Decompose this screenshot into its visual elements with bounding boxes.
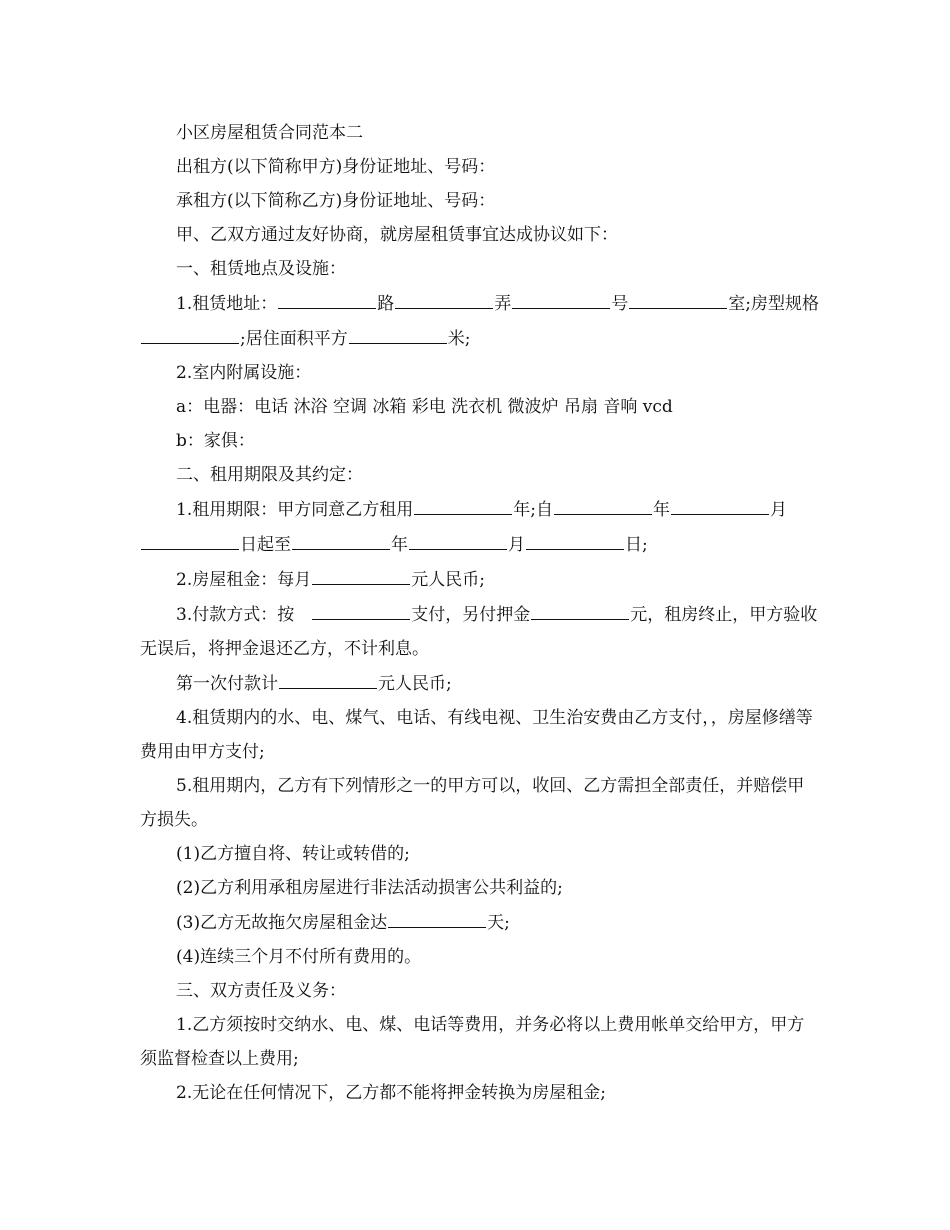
clause-2: (2)乙方利用承租房屋进行非法活动损害公共利益的; — [176, 878, 563, 898]
blank-field — [141, 527, 239, 550]
clause-3 — [140, 905, 820, 940]
month2-text: 月 — [508, 535, 525, 555]
duty-1: 1.乙方须按时交纳水、电、煤、电话等费用，并务必将以上费用帐单交给甲方，甲方须监督检查以上费用; — [140, 1015, 805, 1069]
section2-heading: 二、租用期限及其约定： — [176, 465, 363, 485]
blank-field — [409, 527, 507, 550]
blank-field — [526, 527, 624, 550]
lease-address-label: 1.租赁地址： — [176, 294, 278, 314]
rent-paragraph — [140, 562, 820, 597]
blank-field — [312, 597, 410, 620]
blank-field — [292, 527, 390, 550]
blank-field — [512, 286, 610, 309]
payment-paragraph — [140, 597, 820, 666]
lane-text: 弄 — [494, 294, 512, 314]
rent-unit: 元人民币; — [411, 570, 485, 590]
appliances-line: a：电器：电话 沐浴 空调 冰箱 彩电 洗衣机 微波炉 吊扇 音响 vcd — [176, 397, 673, 417]
payment-label: 3.付款方式：按 — [176, 605, 312, 625]
rent-label: 2.房屋租金：每月 — [176, 570, 312, 590]
facilities-item: 2.室内附属设施： — [176, 363, 312, 383]
clause-3-unit: 天; — [487, 913, 510, 933]
clause-4: (4)连续三个月不付所有费用的。 — [176, 947, 422, 967]
day-from-to-text: 日起至 — [240, 535, 291, 555]
fees-paragraph: 4.租赁期内的水、电、煤气、电话、有线电视、卫生治安费由乙方支付，，房屋修缮等费用由甲方支付; — [140, 708, 813, 762]
document-body — [140, 116, 820, 1110]
blank-field — [395, 286, 493, 309]
section1-heading: 一、租赁地点及设施： — [176, 259, 346, 279]
day-end-text: 日; — [625, 535, 648, 555]
lease-term-label: 1.租用期限：甲方同意乙方租用 — [176, 500, 414, 520]
blank-field — [629, 286, 727, 309]
blank-field — [141, 321, 239, 344]
blank-field — [279, 666, 377, 689]
intro-paragraph: 甲、乙双方通过友好协商，就房屋租赁事宜达成协议如下： — [176, 225, 618, 245]
area-label: ;居住面积平方 — [240, 329, 348, 349]
blank-field — [312, 562, 410, 585]
blank-field — [278, 286, 376, 309]
termination-paragraph: 5.租用期内，乙方有下列情形之一的甲方可以，收回、乙方需担全部责任，并赔偿甲方损失。 — [140, 776, 805, 830]
clause-1: (1)乙方擅自将、转让或转借的; — [176, 844, 410, 864]
blank-field — [388, 905, 486, 928]
year-text: 年 — [652, 500, 670, 520]
first-payment-unit: 元人民币; — [378, 674, 452, 694]
payment-text: 支付，另付押金 — [411, 605, 531, 625]
blank-field — [531, 597, 629, 620]
month-text: 月 — [769, 500, 787, 520]
lease-address-paragraph — [140, 286, 820, 356]
area-unit: 米; — [447, 329, 471, 349]
blank-field — [414, 492, 512, 515]
year2-text: 年 — [391, 535, 408, 555]
year-from-text: 年;自 — [513, 500, 553, 520]
lease-term-paragraph — [140, 492, 820, 562]
lessor-line: 出租方(以下简称甲方)身份证地址、号码： — [176, 157, 496, 177]
first-payment-paragraph — [140, 666, 820, 701]
blank-field — [671, 492, 769, 515]
blank-field — [349, 321, 447, 344]
lessee-line: 承租方(以下简称乙方)身份证地址、号码： — [176, 191, 496, 211]
road-text: 路 — [377, 294, 395, 314]
document-title: 小区房屋租赁合同范本二 — [176, 123, 363, 143]
number-text: 号 — [611, 294, 629, 314]
room-text: 室;房型规格 — [728, 294, 819, 314]
blank-field — [554, 492, 652, 515]
clause-3-label: (3)乙方无故拖欠房屋租金达 — [176, 913, 388, 933]
duty-2: 2.无论在任何情况下，乙方都不能将押金转换为房屋租金; — [176, 1083, 606, 1103]
section3-heading: 三、双方责任及义务： — [176, 981, 346, 1001]
deposit-text: 元，租房终止，甲方验收无误后，将押金退还乙方，不计利息。 — [140, 605, 818, 659]
furniture-line: b：家俱： — [176, 431, 255, 451]
first-payment-label: 第一次付款计 — [176, 674, 278, 694]
